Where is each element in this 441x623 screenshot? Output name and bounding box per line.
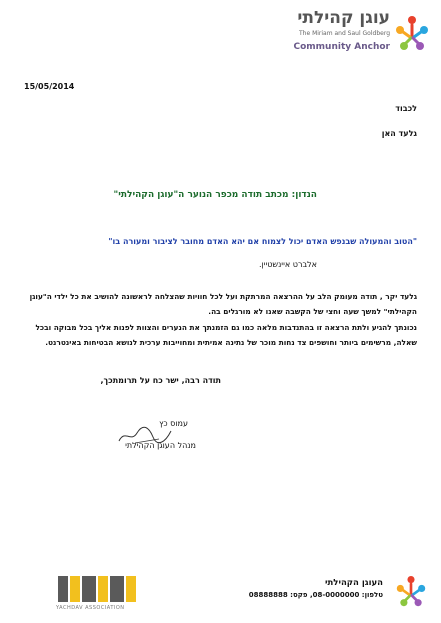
- letter-date: 15/05/2014: [24, 82, 75, 91]
- org-logo: [268, 4, 434, 60]
- footer-community-icon: [395, 574, 427, 610]
- recipient-name: גלעד האן: [381, 129, 417, 138]
- signer-name: עמוס כץ: [159, 419, 188, 428]
- recipient-salutation: לכבוד: [395, 104, 417, 113]
- letter-subject: הנדון: מכתב תודה מכפר הנוער ה"עוגן הקהילתי": [113, 190, 317, 200]
- footer-org-name: העוגן הקהילתי: [325, 578, 383, 588]
- letter-paragraph-1: גלעד יקר , תודה מעומק הלב על ההרצאה המרתקת ועל לכל חוויות שהצלחה לראשונה להושיב את כל ילדי ה"עוגן הקהילתי" למשך שעה וחצי של הקשבה שאנו לא מורגלים בה.: [29, 292, 417, 316]
- footer-contact: טלפון: 08-0000000, פקס: 08888888: [248, 591, 383, 599]
- logo-subtitle: The Miriam and Saul Goldberg: [299, 30, 390, 37]
- letter-paragraph-2: נכונתך להגיע ולתת הרצאה זו בהתנדבות מלאה כמו גם הזמנתך את הנערים והצוות לפנות אליך בכל מבוקה ובכל שאלה, מרשימים ביותר וחושפים צד נחות מוכר של נתינה אמיתית ומחוייבות ערכית לנושא הבטיחות באינטרנט.: [35, 323, 417, 347]
- partner-name: YACHDAV ASSOCIATION: [56, 605, 125, 611]
- signer-title: מנהל העוגן הקהילתי: [125, 441, 196, 450]
- quote-author: אלברט איינשטיין.: [258, 260, 317, 269]
- logo-english-name: Community Anchor: [293, 42, 390, 52]
- letter-quote: "הטוב והמעולה שבנפש האדם יכול לצמוח אם יהא האדם מחובר לציבור ומעורה בו": [108, 237, 417, 246]
- logo-hebrew-name: עוגן קהילתי: [297, 8, 390, 28]
- letter-thanks: תודה רבה, ישר כח על תרומתכך,: [100, 376, 221, 385]
- yachdav-logo-icon: [56, 572, 138, 606]
- community-people-icon: [394, 14, 430, 54]
